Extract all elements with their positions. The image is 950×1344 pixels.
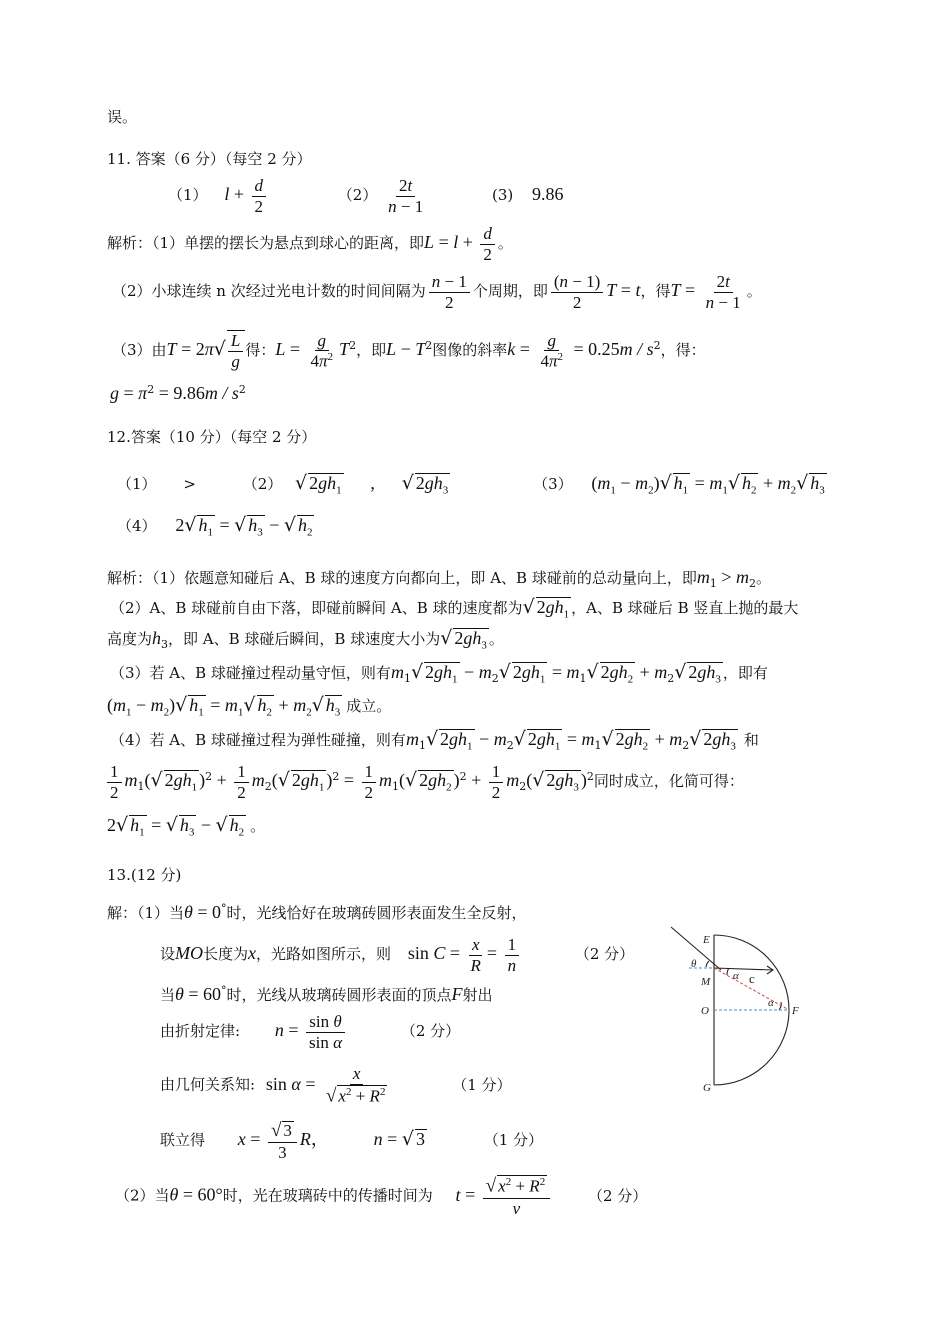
q12-solution-3b: $(m_1 - m_2)√$ $h_1 = m_1√$ $h_2 + m_2√$ $h_3$ 成立。: [107, 694, 392, 719]
label-M: M: [701, 976, 711, 988]
q11-solution-2: （2）小球连续 n 次经过光电计数的时间间隔为 $\frac{n - 1}{2}$ 个周期，即 $\frac{(n - 1)}{2}$ T = t，得T = $\frac{2t}{n - 1}$ 。: [112, 272, 762, 312]
q12-solution-4c: 2√ $h_1$ = √ $h_3$ − √ $h_2$ 。: [107, 814, 266, 839]
q13-solution-1: 解：（1）当θ = 0°时，光线恰好在玻璃砖圆形表面发生全反射，: [107, 902, 527, 922]
q11-a3-value: 9.86: [532, 184, 564, 205]
q11-solution-3b: $g = \pi^2 = 9.86m / s^2$: [110, 383, 246, 403]
q12-solution-2: （2）A、B 球碰前自由下落，即碰前瞬间 A、B 球的速度都为√ $2gh_1$ ，A、B 球碰后 B 竖直上抛的最大: [110, 596, 799, 621]
q11-a3-label: (3): [491, 186, 514, 205]
q12-heading: 12.答案（10 分）（每空 2 分）: [107, 428, 317, 446]
label-alpha-bottom: α: [768, 997, 774, 1009]
q12-answers-row1: （1） > （2） √ $2gh_1$ , √ $2gh_3$ （3） $(m_1 - m_2)√$ $h_1 = m_1√$ $h_2 + m_2√$ $h_3$: [117, 472, 825, 497]
label-c: c: [749, 971, 755, 986]
q13-solution-7: （2）当θ = 60°时，光在玻璃砖中的传播时间为 t = $\frac{√ x^2 + R^2}{v}$ （2 分）: [115, 1175, 648, 1218]
optics-figure: [665, 925, 815, 1095]
q12-answers-row2: （4） 2√ $h_1$ = √ $h_3$ − √ $h_2$: [117, 514, 313, 539]
q13-heading: 13.(12 分): [107, 866, 182, 884]
q12-solution-3: （3）若 A、B 球碰撞过程动量守恒，则有$m_1√$ $2gh_1 - m_2√$ $2gh_1 = m_1√$ $2gh_2 + m_2√$ $2gh_3$ ，即有: [110, 661, 768, 686]
q13-solution-2: 设MO长度为x，光路如图所示，则 sin C = $\frac{x}{R}$ = $\frac{1}{n}$ （2 分）: [160, 935, 635, 975]
q12-solution-1: 解析：（1）依题意知碰后 A、B 球的速度方向都向上，即 A、B 球碰前的总动量向上，即$m_1 > m_2$。: [107, 567, 772, 590]
label-F: F: [792, 1005, 799, 1017]
q12-solution-4b: $\frac{1}{2}$ $m_1(√$ $2gh_1$ )$^2$ + $\frac{1}{2}$ $m_2(√$ $2gh_1$ )$^2$ = $\frac{1}{2}$ $m_1(√$ $2gh_2$ )$^2$ + $\frac{1}{2}$ $m_2(√$ $2gh_3$ )$^2$同时成立，化简可得：: [107, 762, 744, 802]
label-alpha-top: α: [733, 970, 739, 982]
q13-solution-4: 由折射定律: n = $\frac{\text{sin θ}}{\text{sin α}}$ （2 分）: [160, 1012, 461, 1052]
q11-a2-label: （2）: [337, 186, 378, 205]
q11-a1-label: （1）: [168, 186, 208, 205]
q11-solution-3: （3）由T = 2π√ $\frac{L}{g}$ 得：L = $\frac{g}{4\pi^2}$ $T^2$，即$L - T^2$图像的斜率k = $\frac{g}{4\pi^2}$ = $0.25m / s^2$，得：: [112, 330, 706, 371]
q12-solution-4: （4）若 A、B 球碰撞过程为弹性碰撞，则有$m_1√$ $2gh_1 - m_2√$ $2gh_1 = m_1√$ $2gh_2 + m_2√$ $2gh_3$ 和: [110, 728, 759, 753]
q13-solution-6: 联立得 x = $\frac{√ 3}{3}$ R， n = √ 3 （1 分）: [160, 1120, 544, 1162]
q11-heading: 11. 答案（6 分）（每空 2 分）: [107, 150, 312, 168]
q12-solution-2b: 高度为$h_3$，即 A、B 球碰后瞬间，B 球速度大小为√ $2gh_3$ 。: [107, 627, 504, 652]
label-O: O: [701, 1005, 709, 1017]
refracted-ray: [714, 968, 773, 970]
label-G: G: [703, 1082, 711, 1094]
alpha-arc-top: [727, 968, 729, 975]
q11-solution-1: 解析：（1）单摆的摆长为悬点到球心的距离，即L = l + $\frac{d}{2}$ 。: [107, 224, 513, 264]
label-theta: θ: [691, 958, 697, 970]
fragment-text: 误。: [107, 108, 138, 126]
q13-solution-3: 当θ = 60°时，光线从玻璃砖圆形表面的顶点F射出: [160, 984, 493, 1004]
q13-solution-5: 由几何关系知: sin α = $\frac{x}{√ x^2 + R^2}$ （1 分）: [160, 1064, 512, 1107]
q11-answers: （1） l + $\frac{d}{2}$ （2） $\frac{2t}{n - 1}$ (3) 9.86: [168, 176, 564, 216]
label-E: E: [703, 934, 710, 946]
theta-arc: [706, 961, 709, 967]
